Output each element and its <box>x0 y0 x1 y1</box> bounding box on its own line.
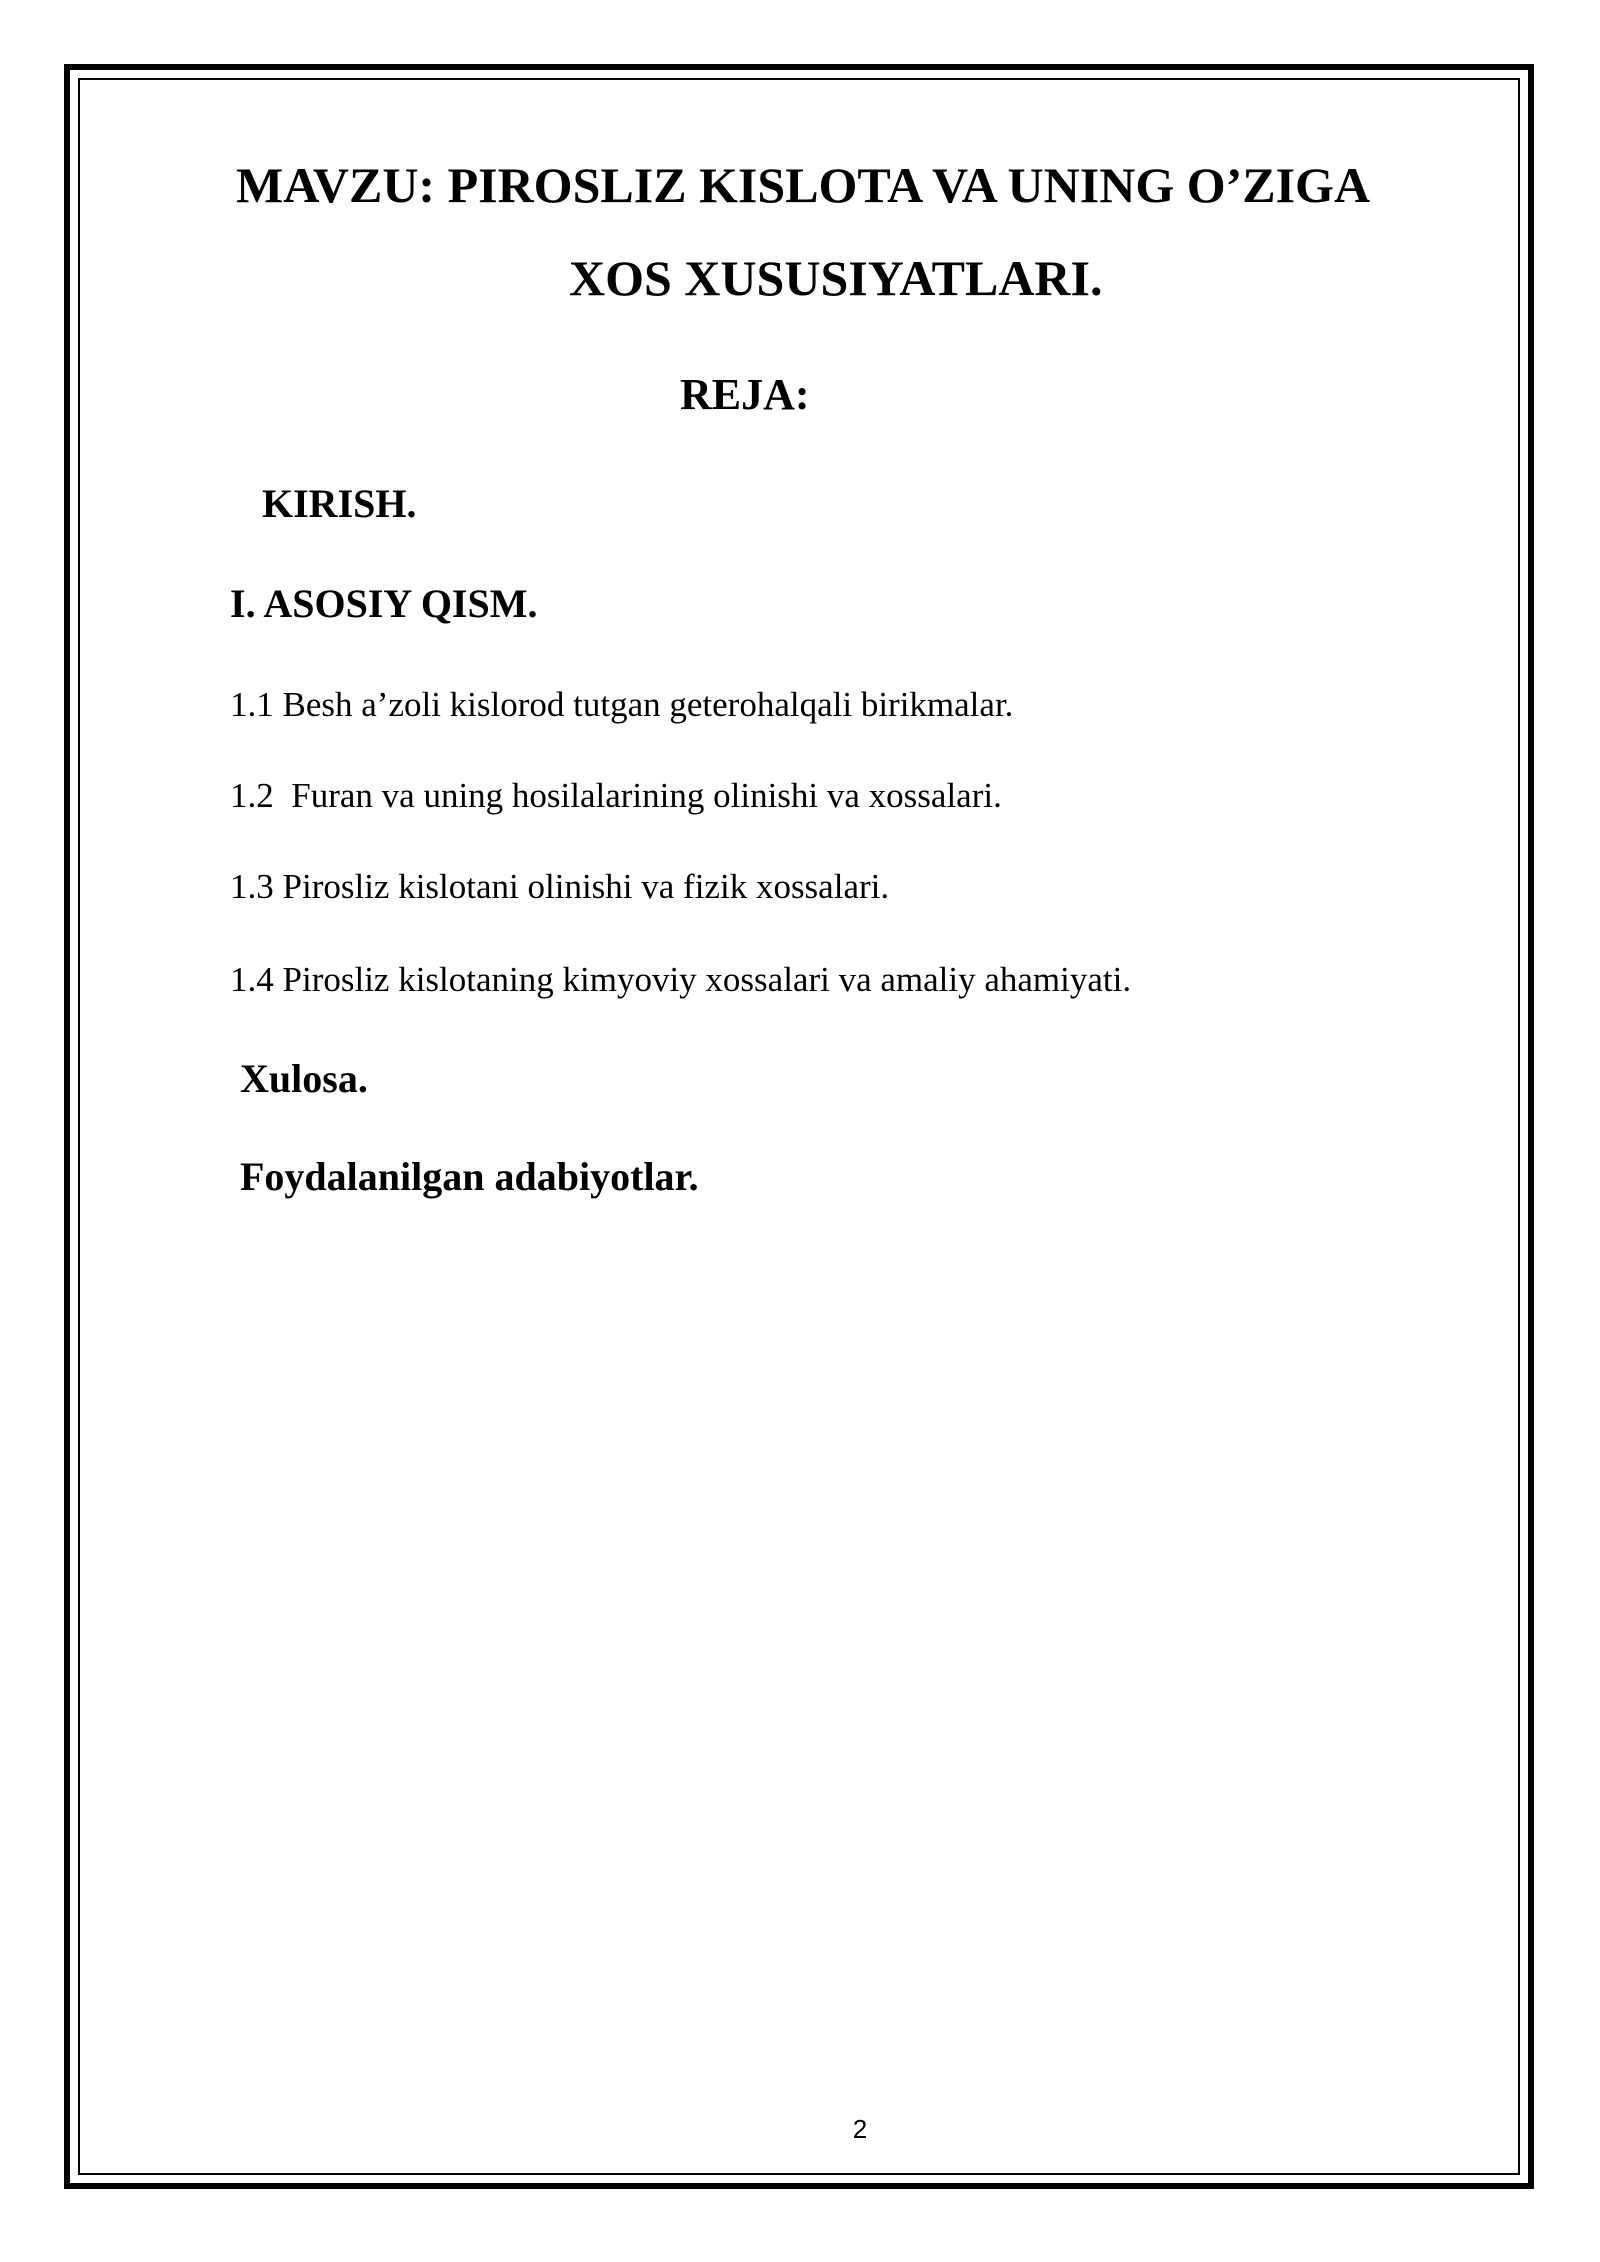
plan-heading: REJA: <box>680 370 810 419</box>
page-number: 2 <box>852 2114 868 2144</box>
subsection-1-1: 1.1 Besh a’zoli kislorod tutgan geterohalqali birikmalar. <box>230 685 1014 724</box>
subsection-1-3: 1.3 Pirosliz kislotani olinishi va fizik xossalari. <box>230 867 890 906</box>
references-heading: Foydalanilgan adabiyotlar. <box>240 1154 699 1199</box>
conclusion-heading: Xulosa. <box>240 1056 368 1101</box>
main-part-heading: I. ASOSIY QISM. <box>230 581 538 626</box>
subsection-1-4: 1.4 Pirosliz kislotaning kimyoviy xossalari va amaliy ahamiyati. <box>230 960 1132 999</box>
document-title-line-1: MAVZU: PIROSLIZ KISLOTA VA UNING O’ZIGA <box>236 157 1371 213</box>
intro-heading: KIRISH. <box>262 481 417 526</box>
subsection-1-2: 1.2 Furan va uning hosilalarining olinishi va xossalari. <box>230 776 1002 815</box>
document-title-line-2: XOS XUSUSIYATLARI. <box>569 250 1103 306</box>
